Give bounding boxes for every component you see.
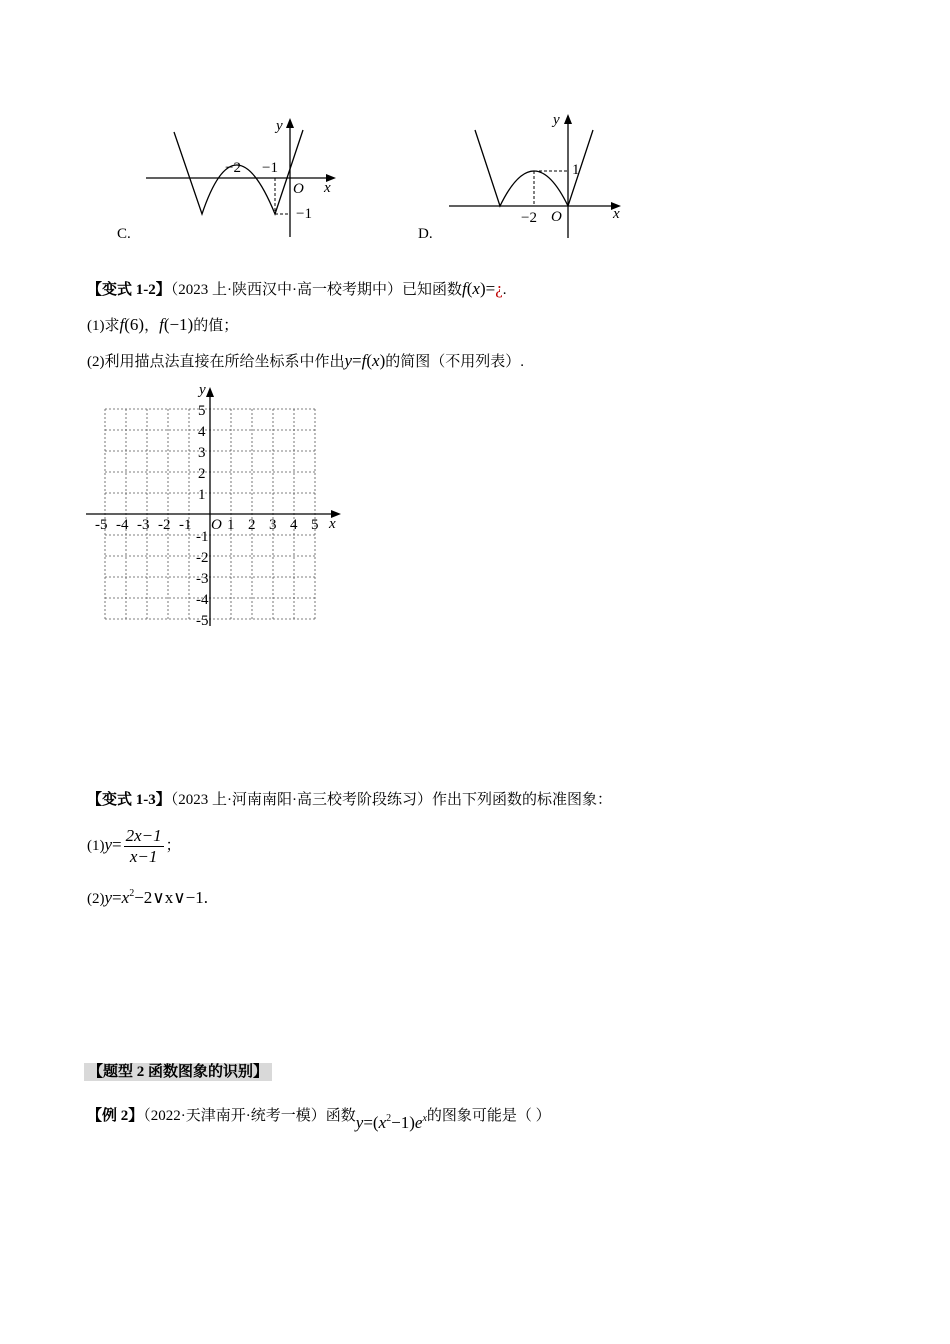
section-heading: 【题型 2 函数图象的识别】 — [84, 1062, 272, 1082]
y-tick-label: 1 — [198, 487, 206, 503]
graph-c-y-label: y — [276, 118, 283, 134]
graph-c-tick-neg1: −1 — [262, 160, 278, 176]
coordinate-grid — [84, 380, 346, 630]
graph-d-y-arrow — [564, 114, 572, 124]
y-tick-label: 2 — [198, 466, 206, 482]
graph-c-origin: O — [293, 181, 304, 197]
x-tick-label: -3 — [137, 517, 150, 533]
fraction: $\frac{2x-1}{x-1}$ — [125, 826, 162, 866]
x-tick-label: 5 — [311, 517, 319, 533]
variant-1-2-tag: 【变式 1-2】 — [87, 282, 171, 298]
graph-c-option-label: C. — [117, 226, 131, 242]
y-tick-label: -3 — [196, 571, 209, 587]
graph-d-tick-neg2: −2 — [521, 210, 537, 226]
graph-c-tick-y-neg1: −1 — [296, 206, 312, 222]
grid-origin: O — [211, 517, 222, 533]
variant-1-3-stem — [87, 790, 612, 810]
variant-1-2-source: （2023 上·陕西汉中·高一校考期中）已知函数 — [170, 282, 462, 298]
graph-d-option-label: D. — [418, 226, 433, 242]
variant-1-2-stem: 【变式 1-2】（2023 上·陕西汉中·高一校考期中）已知函数f(x)=¿. — [87, 279, 507, 298]
y-tick-label: 3 — [198, 445, 206, 461]
graph-d-y-label: y — [553, 112, 560, 128]
y-tick-label: -5 — [196, 613, 209, 629]
example-2-tag: 【例 2】 — [87, 1108, 144, 1124]
x-tick-label: 1 — [227, 517, 235, 533]
x-tick-label: 2 — [248, 517, 256, 533]
y-tick-label: -1 — [196, 529, 209, 545]
y-tick-label: 5 — [198, 403, 206, 419]
graph-c-y-arrow — [286, 118, 294, 128]
variant-1-3-question-1: (1)y= $\frac{2x-1}{x-1}$ ； — [87, 826, 181, 866]
graph-d — [443, 108, 633, 243]
graph-c — [140, 112, 350, 242]
variant-1-2-function: f(x)=¿ — [462, 279, 503, 298]
example-2-function: $y=(x^2-1)e^x$ — [355, 1113, 427, 1132]
y-tick-label: -2 — [196, 550, 209, 566]
x-tick-label: -1 — [179, 517, 192, 533]
y-tick-label: 4 — [198, 424, 206, 440]
x-tick-label: -4 — [116, 517, 129, 533]
grid-x-label: x — [329, 516, 336, 532]
x-tick-label: 4 — [290, 517, 298, 533]
y-tick-label: -4 — [196, 592, 209, 608]
graph-c-tick-neg2: −2 — [225, 160, 241, 176]
variant-1-3-tag: 【变式 1-3】 — [87, 792, 171, 808]
x-tick-label: -2 — [158, 517, 171, 533]
graph-d-tick-y-1: 1 — [572, 162, 580, 178]
variant-1-2-question-1: (1)求f(6)，f(−1)的值； — [87, 315, 239, 334]
variant-1-3-question-2: $(2)y=x^2-2\vee x\vee-1$. — [87, 888, 208, 907]
variant-1-3-source: （2023 上·河南南阳·高三校考阶段练习）作出下列函数的标准图象： — [170, 792, 612, 808]
example-2-source: （2022·天津南开·统考一模）函数 — [143, 1108, 356, 1124]
graph-d-x-label: x — [613, 206, 620, 222]
example-2-stem: 【例 2】（2022·天津南开·统考一模）函数$y=(x^2-1)e^x$的图象可能是（ ） — [87, 1108, 551, 1132]
grid-y-arrow — [206, 387, 214, 397]
x-tick-label: -5 — [95, 517, 108, 533]
graph-d-origin: O — [551, 209, 562, 225]
graph-c-x-label: x — [324, 180, 331, 196]
variant-1-2-question-2: (2)利用描点法直接在所给坐标系中作出y=f(x)的简图（不用列表）. — [87, 351, 525, 370]
x-tick-label: 3 — [269, 517, 277, 533]
grid-y-label: y — [199, 382, 206, 398]
